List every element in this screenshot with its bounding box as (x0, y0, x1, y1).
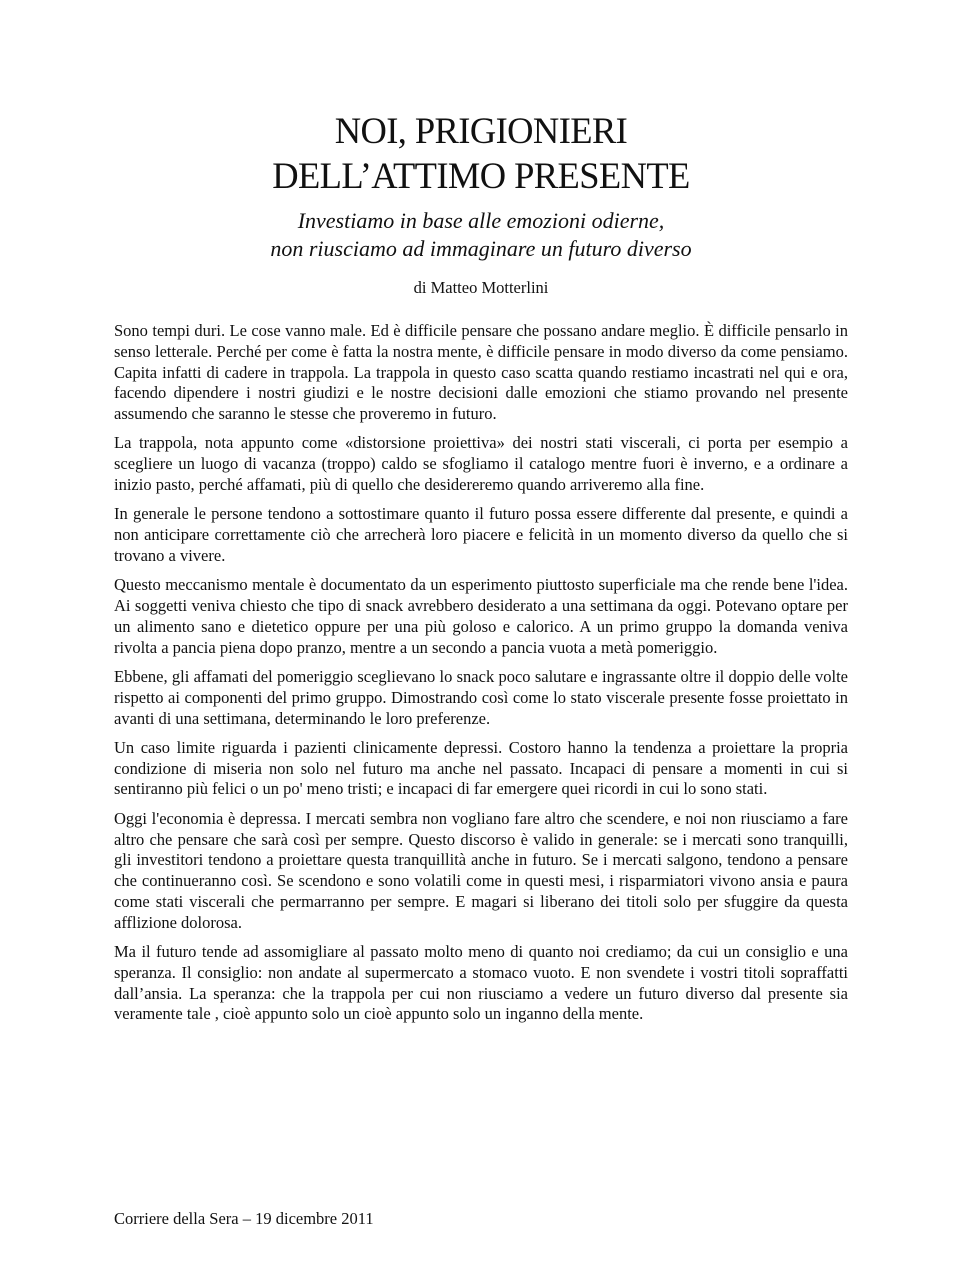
source-footer: Corriere della Sera – 19 dicembre 2011 (114, 1209, 374, 1228)
paragraph-1: Sono tempi duri. Le cose vanno male. Ed è difficile pensare che possano andare meglio. È difficile pensarlo in senso letterale. Perché per come è fatta la nostra mente, è difficile pensare in modo diverso da come pensiamo. Capita infatti di cadere in trappola. La trappola in questo caso scatta quando restiamo incastrati nel qui e ora, facendo dipendere i nostri giudizi e le nostre decisioni dalle emozioni che stiamo provando nel presente assumendo che saranno le stesse che proveremo in futuro. (114, 321, 848, 424)
article-title (114, 108, 848, 198)
author-byline: di Matteo Motterlini (413, 278, 549, 297)
paragraph-5: Ebbene, gli affamati del pomeriggio sceglievano lo snack poco salutare e ingrassante oltre il doppio delle volte rispetto ai componenti del primo gruppo. Dimostrando così come lo stato viscerale presente fosse proiettato in avanti di una settimana, determinando le loro preferenze. (114, 666, 848, 728)
article-subtitle (114, 207, 848, 263)
paragraph-4: Questo meccanismo mentale è documentato da un esperimento piuttosto superficiale ma che rende bene l'idea. Ai soggetti veniva chiesto che tipo di snack avrebbero desiderato a una settimana da oggi. Potevano optare per un alimento sano e dietetico oppure per una più goloso e calorico. A un primo gruppo la domanda veniva rivolta a pancia piena dopo pranzo, mentre a un secondo a pancia vuota a metà pomeriggio. (114, 575, 848, 657)
article-body (114, 321, 848, 1025)
paragraph-3: In generale le persone tendono a sottostimare quanto il futuro possa essere differente dal presente, e quindi a non anticipare correttamente ciò che arrecherà loro piacere e felicità in un momento diverso da quello che si trovano a vivere. (114, 504, 848, 565)
paragraph-8: Ma il futuro tende ad assomigliare al passato molto meno di quanto noi crediamo; da cui un consiglio e una speranza. Il consiglio: non andate al supermercato a stomaco vuoto. E non svendete i vostri titoli sopraffatti dall’ansia. La speranza: che la trappola per cui non riusciamo a vedere un futuro diverso dal presente sia veramente tale , cioè appunto solo un cioè appunto solo un inganno della mente. (114, 942, 848, 1024)
paragraph-2: La trappola, nota appunto come «distorsione proiettiva» dei nostri stati viscerali, ci porta per esempio a scegliere un luogo di vacanza (troppo) caldo se sfogliamo il catalogo mentre fuori è inverno, e a ordinare a inizio pasto, perché affamati, più di quello che desidereremo quando arriveremo alla fine. (114, 433, 848, 495)
title-line-1: NOI, PRIGIONIERI (334, 110, 628, 151)
paragraph-6: Un caso limite riguarda i pazienti clinicamente depressi. Costoro hanno la tendenza a proiettare la propria condizione di miseria non solo nel futuro ma anche nel passato. Incapaci di pensare a momenti in cui si sentiranno più felici o un po' meno tristi; e incapaci di far emergere quei ricordi in cui lo sono stati. (114, 737, 848, 799)
subtitle-line-2: non riusciamo ad immaginare un futuro diverso (270, 236, 692, 261)
subtitle-line-1: Investiamo in base alle emozioni odierne, (297, 208, 665, 233)
paragraph-7: Oggi l'economia è depressa. I mercati sembra non vogliano fare altro che scendere, e noi non riusciamo a fare altro che pensare che sarà così per sempre. Questo discorso è valido in generale: se i mercati sono tranquilli, gli investitori tendono a proiettare questa tranquillità anche in futuro. Se i mercati salgono, tendono a pensare che continueranno così. Se scendono e sono volatili come in questi mesi, i risparmiatori vivono ansia e paura come stati viscerali che permarranno per sempre. E magari si liberano dei titoli solo per sfuggire da questa afflizione dolorosa. (114, 808, 848, 932)
title-line-2: DELL’ATTIMO PRESENTE (272, 155, 690, 196)
article (114, 108, 848, 1034)
